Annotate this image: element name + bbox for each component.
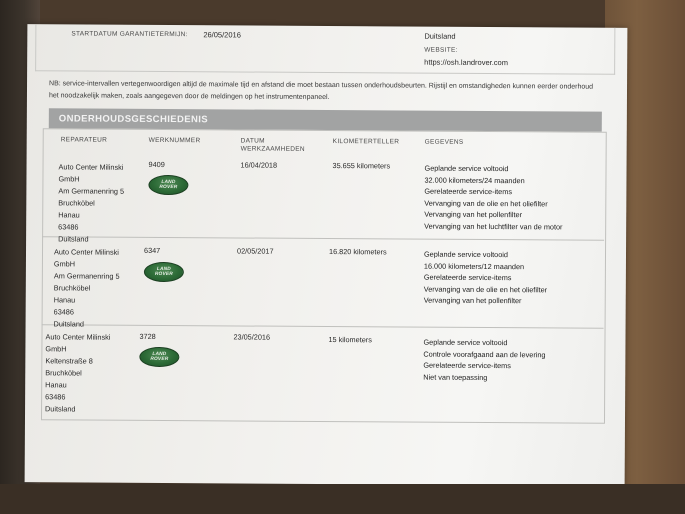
repairer-name: Auto Center Milinski bbox=[45, 332, 111, 342]
history-title: ONDERHOUDSGESCHIEDENIS bbox=[58, 113, 209, 126]
job-number: 6347 bbox=[143, 245, 161, 255]
detail-line: 16.000 kilometers/12 maanden bbox=[423, 261, 525, 271]
job-number: 9409 bbox=[148, 159, 165, 170]
repairer-address bbox=[54, 246, 120, 330]
repairer-town: Bruchköbel bbox=[53, 283, 91, 293]
col-header-details: GEGEVENS bbox=[424, 138, 464, 146]
table-surface-bottom bbox=[0, 484, 685, 514]
detail-line: Vervanging van het pollenfilter bbox=[424, 209, 523, 220]
detail-line: Geplande service voltooid bbox=[424, 163, 509, 174]
repairer-postcode: 63486 bbox=[58, 222, 79, 232]
repairer-city: Hanau bbox=[53, 295, 76, 305]
repairer-address bbox=[45, 331, 110, 415]
start-date-value: 26/05/2016 bbox=[203, 30, 241, 40]
repairer-name-suffix: GmbH bbox=[58, 174, 80, 184]
repairer-street: Keltenstraße 8 bbox=[45, 356, 93, 366]
repairer-country: Duitsland bbox=[45, 404, 76, 414]
detail-line: 32.000 kilometers/24 maanden bbox=[424, 175, 525, 185]
start-date-label: STARTDATUM GARANTIETERMIJN: bbox=[71, 30, 188, 39]
col-header-job-number: WERKNUMMER bbox=[148, 136, 201, 145]
repairer-street: Am Germanenring 5 bbox=[58, 186, 125, 196]
service-date: 16/04/2018 bbox=[240, 160, 278, 170]
repairer-address bbox=[58, 161, 124, 245]
repairer-country: Duitsland bbox=[53, 319, 85, 329]
repairer-town: Bruchköbel bbox=[45, 368, 82, 378]
land-rover-logo-icon: LAND ROVER bbox=[148, 175, 188, 195]
detail-line: Vervanging van de olie en het oliefilter bbox=[424, 198, 548, 208]
detail-line: Vervanging van de olie en het oliefilter bbox=[423, 284, 548, 294]
detail-line: Gerelateerde service-items bbox=[424, 186, 513, 197]
service-details bbox=[424, 163, 563, 233]
repairer-name-suffix: GmbH bbox=[45, 344, 67, 354]
col-header-repairer: REPARATEUR bbox=[60, 136, 108, 144]
col-header-date-line2: WERKZAAMHEDEN bbox=[240, 145, 305, 153]
service-date: 23/05/2016 bbox=[233, 332, 271, 342]
website-link: https://osh.landrover.com bbox=[424, 57, 509, 68]
repairer-town: Bruchköbel bbox=[58, 198, 95, 208]
repairer-postcode: 63486 bbox=[53, 307, 74, 317]
detail-line: Gerelateerde service-items bbox=[423, 360, 511, 371]
odometer-reading: 16.820 kilometers bbox=[328, 247, 387, 257]
website-label: WEBSITE: bbox=[424, 46, 458, 54]
repairer-city: Hanau bbox=[58, 210, 80, 220]
detail-line: Geplande service voltooid bbox=[423, 249, 509, 260]
detail-line: Niet van toepassing bbox=[423, 372, 488, 382]
repairer-name-suffix: GmbH bbox=[53, 259, 76, 269]
job-number: 3728 bbox=[139, 331, 156, 341]
land-rover-logo-icon: LAND ROVER bbox=[139, 347, 179, 367]
service-document bbox=[25, 24, 628, 486]
country-value: Duitsland bbox=[424, 31, 456, 41]
col-header-date-line1: DATUM bbox=[240, 137, 265, 145]
col-header-date bbox=[241, 137, 305, 153]
detail-line: Vervanging van het luchtfilter van de motor bbox=[424, 221, 563, 231]
repairer-street: Am Germanenring 5 bbox=[53, 271, 120, 281]
service-details bbox=[424, 249, 548, 307]
odometer-reading: 35.655 kilometers bbox=[332, 161, 391, 171]
land-rover-logo-icon: LAND ROVER bbox=[144, 262, 184, 282]
odometer-reading: 15 kilometers bbox=[328, 335, 372, 345]
detail-line: Gerelateerde service-items bbox=[423, 272, 512, 283]
col-header-odometer: KILOMETERTELLER bbox=[332, 138, 400, 146]
repairer-country: Duitsland bbox=[58, 234, 89, 244]
repairer-postcode: 63486 bbox=[45, 392, 66, 402]
detail-line: Vervanging van het pollenfilter bbox=[423, 295, 522, 306]
service-date: 02/05/2017 bbox=[236, 246, 274, 256]
repairer-city: Hanau bbox=[45, 380, 67, 390]
repairer-name: Auto Center Milinski bbox=[53, 247, 119, 257]
service-interval-note: NB: service-intervallen vertegenwoordigen altijd de maximale tijd en afstand die moet bestaan tussen onderhoudsbeurten. Rijstijl en omstandigheden kunnen eerder onderhoud het noodzakelijk maken, zoals aangegeven door de meldingen op het instrumentenpaneel. bbox=[48, 80, 594, 102]
repairer-name: Auto Center Milinski bbox=[58, 162, 124, 172]
detail-line: Geplande service voltooid bbox=[423, 337, 508, 348]
service-details bbox=[423, 337, 545, 384]
detail-line: Controle voorafgaand aan de levering bbox=[423, 349, 546, 359]
